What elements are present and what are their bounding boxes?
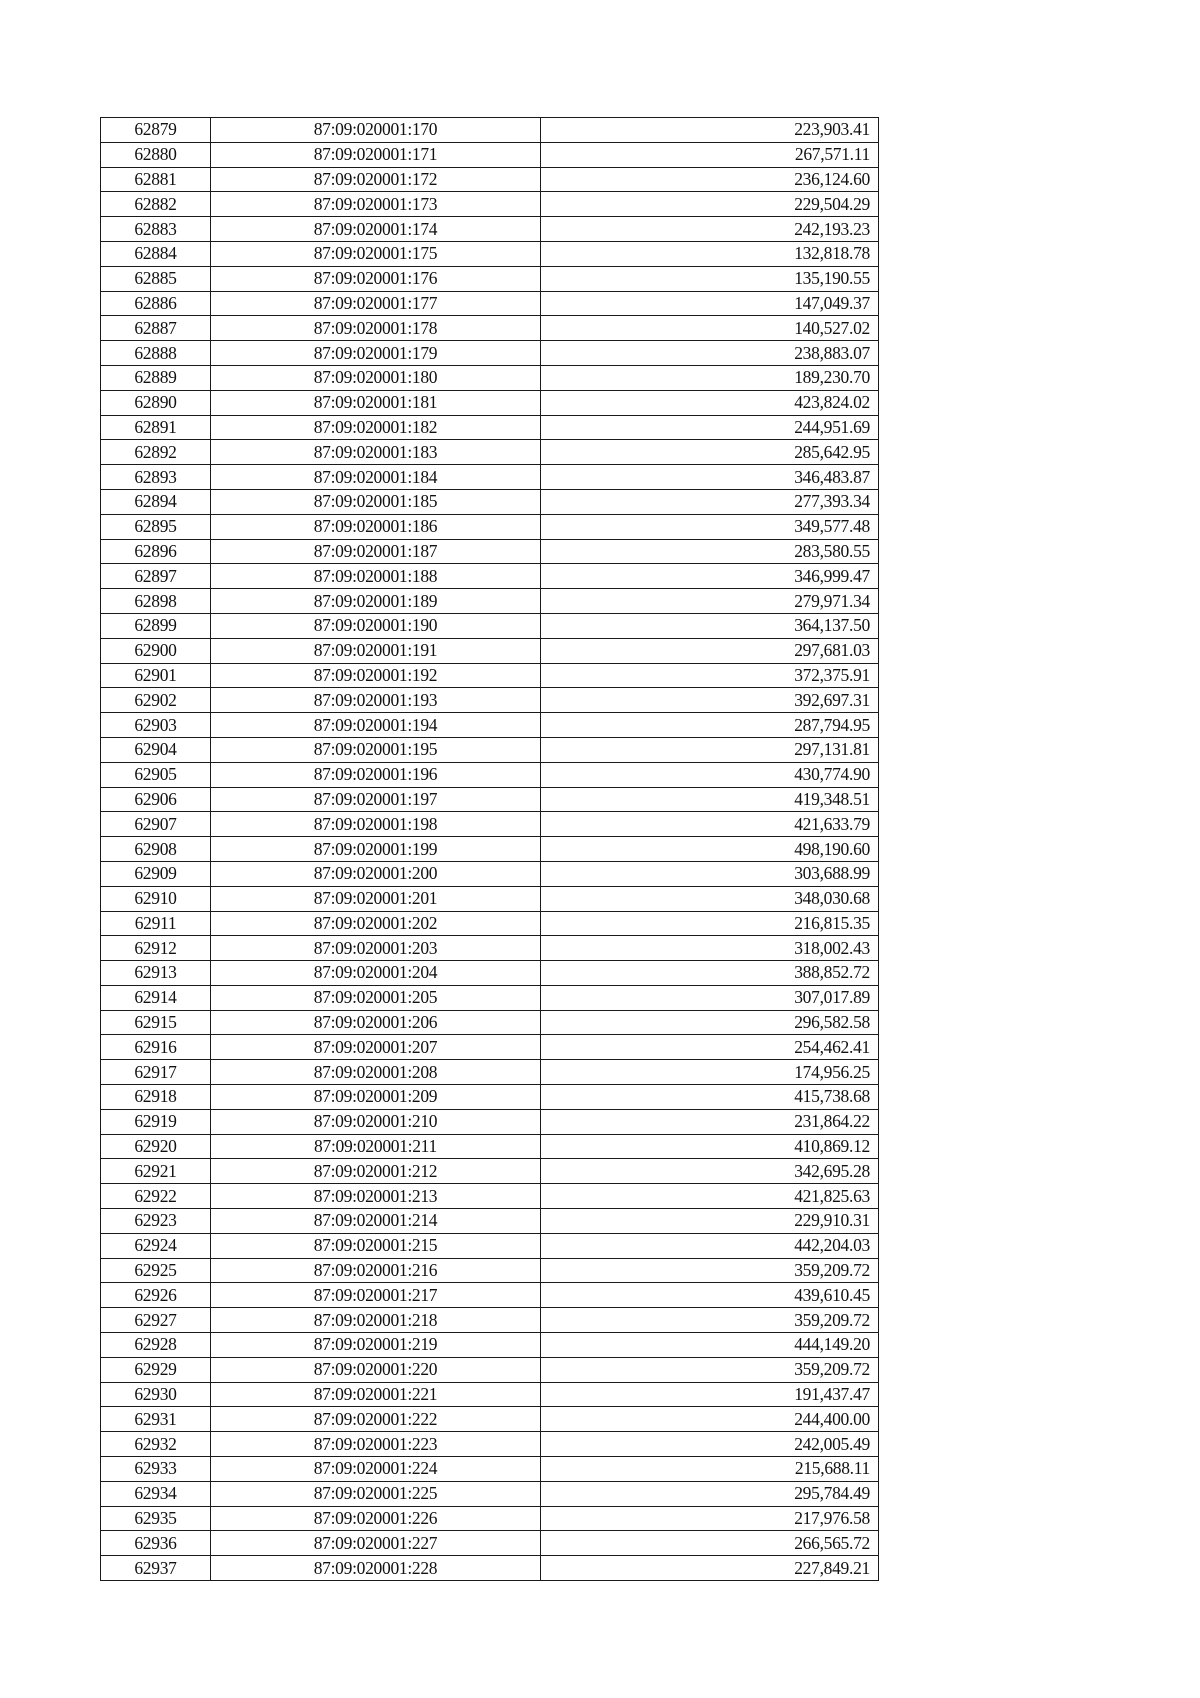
value-cell: 442,204.03 xyxy=(541,1233,879,1258)
value-cell: 189,230.70 xyxy=(541,365,879,390)
table-row xyxy=(101,812,879,837)
row-number-cell: 62914 xyxy=(101,985,211,1010)
cadastral-number-cell: 87:09:020001:203 xyxy=(211,936,541,961)
value-cell: 318,002.43 xyxy=(541,936,879,961)
value-cell: 359,209.72 xyxy=(541,1258,879,1283)
table-row xyxy=(101,1382,879,1407)
value-cell: 267,571.11 xyxy=(541,142,879,167)
value-cell: 372,375.91 xyxy=(541,663,879,688)
value-cell: 359,209.72 xyxy=(541,1357,879,1382)
table-row xyxy=(101,341,879,366)
cadastral-number-cell: 87:09:020001:218 xyxy=(211,1308,541,1333)
cadastral-number-cell: 87:09:020001:195 xyxy=(211,737,541,762)
row-number-cell: 62935 xyxy=(101,1506,211,1531)
value-cell: 296,582.58 xyxy=(541,1010,879,1035)
row-number-cell: 62931 xyxy=(101,1407,211,1432)
cadastral-number-cell: 87:09:020001:200 xyxy=(211,861,541,886)
table-row xyxy=(101,688,879,713)
cadastral-number-cell: 87:09:020001:188 xyxy=(211,564,541,589)
value-cell: 439,610.45 xyxy=(541,1283,879,1308)
table-row xyxy=(101,1308,879,1333)
data-table xyxy=(100,117,879,1581)
row-number-cell: 62894 xyxy=(101,489,211,514)
table-row xyxy=(101,713,879,738)
value-cell: 303,688.99 xyxy=(541,861,879,886)
cadastral-number-cell: 87:09:020001:206 xyxy=(211,1010,541,1035)
value-cell: 140,527.02 xyxy=(541,316,879,341)
cadastral-number-cell: 87:09:020001:193 xyxy=(211,688,541,713)
value-cell: 392,697.31 xyxy=(541,688,879,713)
table-row xyxy=(101,985,879,1010)
value-cell: 419,348.51 xyxy=(541,787,879,812)
value-cell: 346,999.47 xyxy=(541,564,879,589)
table-row xyxy=(101,1556,879,1581)
value-cell: 147,049.37 xyxy=(541,291,879,316)
table-row xyxy=(101,291,879,316)
table-row xyxy=(101,837,879,862)
table-row xyxy=(101,861,879,886)
value-cell: 297,681.03 xyxy=(541,638,879,663)
cadastral-number-cell: 87:09:020001:202 xyxy=(211,911,541,936)
table-row xyxy=(101,762,879,787)
table-row xyxy=(101,1085,879,1110)
value-cell: 364,137.50 xyxy=(541,613,879,638)
row-number-cell: 62904 xyxy=(101,737,211,762)
cadastral-number-cell: 87:09:020001:227 xyxy=(211,1531,541,1556)
row-number-cell: 62918 xyxy=(101,1085,211,1110)
table-row xyxy=(101,936,879,961)
row-number-cell: 62929 xyxy=(101,1357,211,1382)
table-row xyxy=(101,787,879,812)
row-number-cell: 62924 xyxy=(101,1233,211,1258)
value-cell: 132,818.78 xyxy=(541,241,879,266)
row-number-cell: 62933 xyxy=(101,1457,211,1482)
table-row xyxy=(101,1432,879,1457)
cadastral-number-cell: 87:09:020001:175 xyxy=(211,241,541,266)
cadastral-number-cell: 87:09:020001:191 xyxy=(211,638,541,663)
table-row xyxy=(101,440,879,465)
row-number-cell: 62895 xyxy=(101,514,211,539)
value-cell: 410,869.12 xyxy=(541,1134,879,1159)
table-row xyxy=(101,1457,879,1482)
value-cell: 283,580.55 xyxy=(541,539,879,564)
cadastral-number-cell: 87:09:020001:180 xyxy=(211,365,541,390)
cadastral-number-cell: 87:09:020001:199 xyxy=(211,837,541,862)
row-number-cell: 62936 xyxy=(101,1531,211,1556)
table-row xyxy=(101,1184,879,1209)
value-cell: 227,849.21 xyxy=(541,1556,879,1581)
value-cell: 359,209.72 xyxy=(541,1308,879,1333)
table-row xyxy=(101,961,879,986)
row-number-cell: 62897 xyxy=(101,564,211,589)
cadastral-number-cell: 87:09:020001:215 xyxy=(211,1233,541,1258)
value-cell: 231,864.22 xyxy=(541,1109,879,1134)
value-cell: 266,565.72 xyxy=(541,1531,879,1556)
cadastral-number-cell: 87:09:020001:172 xyxy=(211,167,541,192)
cadastral-number-cell: 87:09:020001:214 xyxy=(211,1209,541,1234)
table-row xyxy=(101,489,879,514)
cadastral-number-cell: 87:09:020001:184 xyxy=(211,465,541,490)
value-cell: 229,504.29 xyxy=(541,192,879,217)
table-row xyxy=(101,1233,879,1258)
cadastral-number-cell: 87:09:020001:224 xyxy=(211,1457,541,1482)
row-number-cell: 62923 xyxy=(101,1209,211,1234)
table-row xyxy=(101,613,879,638)
table-row xyxy=(101,316,879,341)
value-cell: 285,642.95 xyxy=(541,440,879,465)
row-number-cell: 62921 xyxy=(101,1159,211,1184)
cadastral-number-cell: 87:09:020001:220 xyxy=(211,1357,541,1382)
value-cell: 236,124.60 xyxy=(541,167,879,192)
table-row xyxy=(101,167,879,192)
cadastral-number-cell: 87:09:020001:211 xyxy=(211,1134,541,1159)
value-cell: 287,794.95 xyxy=(541,713,879,738)
table-row xyxy=(101,118,879,143)
cadastral-number-cell: 87:09:020001:197 xyxy=(211,787,541,812)
table-row xyxy=(101,737,879,762)
cadastral-number-cell: 87:09:020001:222 xyxy=(211,1407,541,1432)
row-number-cell: 62934 xyxy=(101,1481,211,1506)
row-number-cell: 62932 xyxy=(101,1432,211,1457)
row-number-cell: 62892 xyxy=(101,440,211,465)
table-row xyxy=(101,911,879,936)
cadastral-number-cell: 87:09:020001:226 xyxy=(211,1506,541,1531)
row-number-cell: 62916 xyxy=(101,1035,211,1060)
table-row xyxy=(101,365,879,390)
cadastral-number-cell: 87:09:020001:183 xyxy=(211,440,541,465)
table-row xyxy=(101,266,879,291)
row-number-cell: 62912 xyxy=(101,936,211,961)
cadastral-number-cell: 87:09:020001:176 xyxy=(211,266,541,291)
table-row xyxy=(101,1258,879,1283)
table-row xyxy=(101,1506,879,1531)
value-cell: 216,815.35 xyxy=(541,911,879,936)
row-number-cell: 62881 xyxy=(101,167,211,192)
table-row xyxy=(101,1481,879,1506)
cadastral-number-cell: 87:09:020001:219 xyxy=(211,1333,541,1358)
cadastral-number-cell: 87:09:020001:178 xyxy=(211,316,541,341)
cadastral-number-cell: 87:09:020001:207 xyxy=(211,1035,541,1060)
value-cell: 388,852.72 xyxy=(541,961,879,986)
cadastral-number-cell: 87:09:020001:187 xyxy=(211,539,541,564)
table-row xyxy=(101,1159,879,1184)
value-cell: 421,825.63 xyxy=(541,1184,879,1209)
row-number-cell: 62902 xyxy=(101,688,211,713)
table-row xyxy=(101,1109,879,1134)
table-row xyxy=(101,638,879,663)
row-number-cell: 62879 xyxy=(101,118,211,143)
table-row xyxy=(101,514,879,539)
table-row xyxy=(101,886,879,911)
table-row xyxy=(101,589,879,614)
cadastral-number-cell: 87:09:020001:196 xyxy=(211,762,541,787)
cadastral-number-cell: 87:09:020001:198 xyxy=(211,812,541,837)
cadastral-number-cell: 87:09:020001:221 xyxy=(211,1382,541,1407)
cadastral-number-cell: 87:09:020001:190 xyxy=(211,613,541,638)
row-number-cell: 62937 xyxy=(101,1556,211,1581)
row-number-cell: 62915 xyxy=(101,1010,211,1035)
cadastral-number-cell: 87:09:020001:192 xyxy=(211,663,541,688)
row-number-cell: 62906 xyxy=(101,787,211,812)
cadastral-number-cell: 87:09:020001:209 xyxy=(211,1085,541,1110)
row-number-cell: 62896 xyxy=(101,539,211,564)
row-number-cell: 62882 xyxy=(101,192,211,217)
table-row xyxy=(101,1333,879,1358)
row-number-cell: 62903 xyxy=(101,713,211,738)
row-number-cell: 62920 xyxy=(101,1134,211,1159)
table-row xyxy=(101,564,879,589)
cadastral-number-cell: 87:09:020001:189 xyxy=(211,589,541,614)
row-number-cell: 62886 xyxy=(101,291,211,316)
table-row xyxy=(101,192,879,217)
cadastral-number-cell: 87:09:020001:208 xyxy=(211,1060,541,1085)
value-cell: 498,190.60 xyxy=(541,837,879,862)
row-number-cell: 62880 xyxy=(101,142,211,167)
table-row xyxy=(101,465,879,490)
row-number-cell: 62908 xyxy=(101,837,211,862)
row-number-cell: 62926 xyxy=(101,1283,211,1308)
row-number-cell: 62891 xyxy=(101,415,211,440)
cadastral-number-cell: 87:09:020001:194 xyxy=(211,713,541,738)
row-number-cell: 62884 xyxy=(101,241,211,266)
value-cell: 254,462.41 xyxy=(541,1035,879,1060)
value-cell: 277,393.34 xyxy=(541,489,879,514)
cadastral-number-cell: 87:09:020001:213 xyxy=(211,1184,541,1209)
row-number-cell: 62890 xyxy=(101,390,211,415)
cadastral-number-cell: 87:09:020001:228 xyxy=(211,1556,541,1581)
table-row xyxy=(101,1531,879,1556)
cadastral-number-cell: 87:09:020001:171 xyxy=(211,142,541,167)
table-row xyxy=(101,241,879,266)
row-number-cell: 62919 xyxy=(101,1109,211,1134)
value-cell: 215,688.11 xyxy=(541,1457,879,1482)
row-number-cell: 62883 xyxy=(101,217,211,242)
table-row xyxy=(101,415,879,440)
table-row xyxy=(101,1060,879,1085)
cadastral-number-cell: 87:09:020001:223 xyxy=(211,1432,541,1457)
row-number-cell: 62900 xyxy=(101,638,211,663)
row-number-cell: 62917 xyxy=(101,1060,211,1085)
cadastral-number-cell: 87:09:020001:186 xyxy=(211,514,541,539)
cadastral-number-cell: 87:09:020001:204 xyxy=(211,961,541,986)
table-row xyxy=(101,1209,879,1234)
value-cell: 415,738.68 xyxy=(541,1085,879,1110)
row-number-cell: 62901 xyxy=(101,663,211,688)
row-number-cell: 62889 xyxy=(101,365,211,390)
table-row xyxy=(101,217,879,242)
row-number-cell: 62888 xyxy=(101,341,211,366)
table-row xyxy=(101,390,879,415)
table-row xyxy=(101,1035,879,1060)
table-row xyxy=(101,1357,879,1382)
value-cell: 244,951.69 xyxy=(541,415,879,440)
row-number-cell: 62928 xyxy=(101,1333,211,1358)
row-number-cell: 62885 xyxy=(101,266,211,291)
value-cell: 238,883.07 xyxy=(541,341,879,366)
value-cell: 242,193.23 xyxy=(541,217,879,242)
cadastral-number-cell: 87:09:020001:185 xyxy=(211,489,541,514)
row-number-cell: 62927 xyxy=(101,1308,211,1333)
row-number-cell: 62930 xyxy=(101,1382,211,1407)
cadastral-number-cell: 87:09:020001:182 xyxy=(211,415,541,440)
value-cell: 279,971.34 xyxy=(541,589,879,614)
row-number-cell: 62925 xyxy=(101,1258,211,1283)
row-number-cell: 62905 xyxy=(101,762,211,787)
table-row xyxy=(101,1134,879,1159)
cadastral-number-cell: 87:09:020001:181 xyxy=(211,390,541,415)
cadastral-number-cell: 87:09:020001:212 xyxy=(211,1159,541,1184)
value-cell: 242,005.49 xyxy=(541,1432,879,1457)
value-cell: 346,483.87 xyxy=(541,465,879,490)
cadastral-number-cell: 87:09:020001:179 xyxy=(211,341,541,366)
value-cell: 444,149.20 xyxy=(541,1333,879,1358)
cadastral-number-cell: 87:09:020001:216 xyxy=(211,1258,541,1283)
cadastral-number-cell: 87:09:020001:170 xyxy=(211,118,541,143)
cadastral-number-cell: 87:09:020001:205 xyxy=(211,985,541,1010)
cadastral-number-cell: 87:09:020001:201 xyxy=(211,886,541,911)
table-row xyxy=(101,663,879,688)
row-number-cell: 62922 xyxy=(101,1184,211,1209)
table-row xyxy=(101,1407,879,1432)
value-cell: 430,774.90 xyxy=(541,762,879,787)
value-cell: 349,577.48 xyxy=(541,514,879,539)
row-number-cell: 62899 xyxy=(101,613,211,638)
value-cell: 223,903.41 xyxy=(541,118,879,143)
value-cell: 229,910.31 xyxy=(541,1209,879,1234)
table-body xyxy=(101,118,879,1581)
value-cell: 135,190.55 xyxy=(541,266,879,291)
table-row xyxy=(101,539,879,564)
row-number-cell: 62913 xyxy=(101,961,211,986)
cadastral-number-cell: 87:09:020001:217 xyxy=(211,1283,541,1308)
table-row xyxy=(101,142,879,167)
value-cell: 348,030.68 xyxy=(541,886,879,911)
row-number-cell: 62898 xyxy=(101,589,211,614)
cadastral-number-cell: 87:09:020001:210 xyxy=(211,1109,541,1134)
value-cell: 421,633.79 xyxy=(541,812,879,837)
value-cell: 307,017.89 xyxy=(541,985,879,1010)
value-cell: 174,956.25 xyxy=(541,1060,879,1085)
row-number-cell: 62887 xyxy=(101,316,211,341)
row-number-cell: 62910 xyxy=(101,886,211,911)
value-cell: 191,437.47 xyxy=(541,1382,879,1407)
value-cell: 244,400.00 xyxy=(541,1407,879,1432)
row-number-cell: 62893 xyxy=(101,465,211,490)
table-row xyxy=(101,1010,879,1035)
cadastral-number-cell: 87:09:020001:225 xyxy=(211,1481,541,1506)
value-cell: 297,131.81 xyxy=(541,737,879,762)
row-number-cell: 62911 xyxy=(101,911,211,936)
table-row xyxy=(101,1283,879,1308)
value-cell: 342,695.28 xyxy=(541,1159,879,1184)
value-cell: 295,784.49 xyxy=(541,1481,879,1506)
row-number-cell: 62907 xyxy=(101,812,211,837)
value-cell: 423,824.02 xyxy=(541,390,879,415)
row-number-cell: 62909 xyxy=(101,861,211,886)
value-cell: 217,976.58 xyxy=(541,1506,879,1531)
cadastral-number-cell: 87:09:020001:173 xyxy=(211,192,541,217)
cadastral-number-cell: 87:09:020001:177 xyxy=(211,291,541,316)
cadastral-number-cell: 87:09:020001:174 xyxy=(211,217,541,242)
